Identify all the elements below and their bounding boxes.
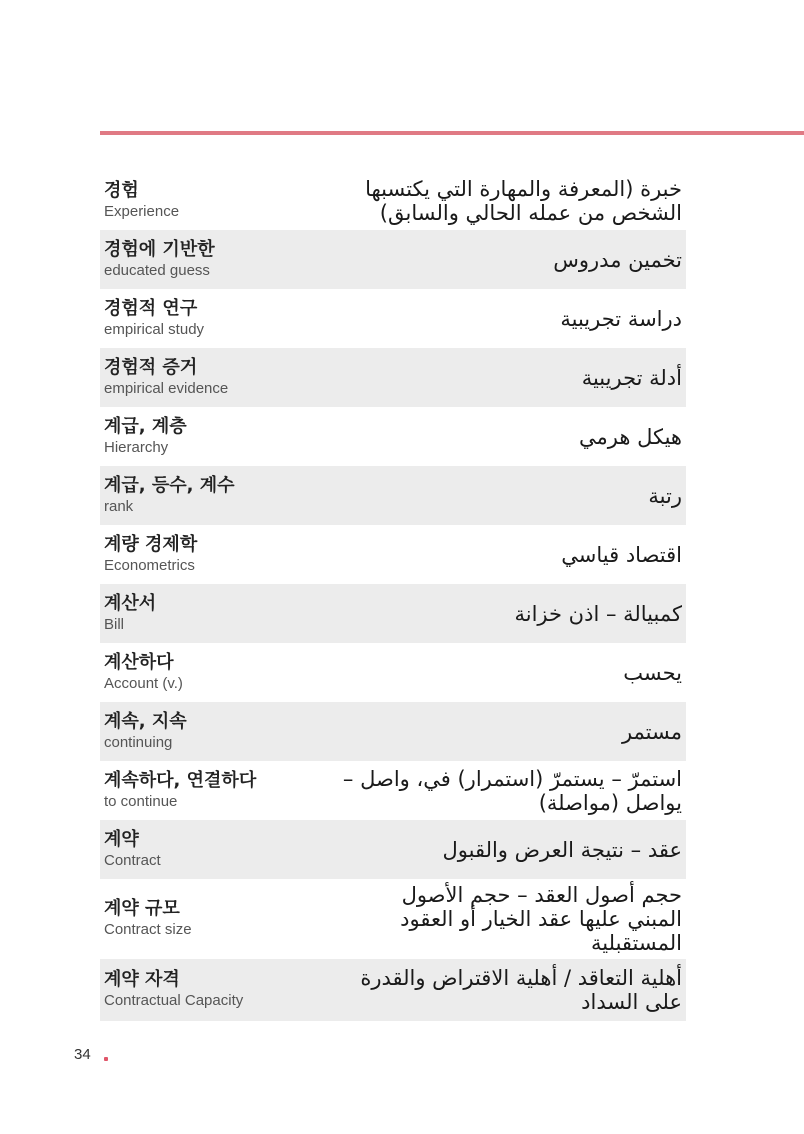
glossary-row <box>100 407 686 466</box>
term-cell <box>104 475 235 517</box>
term-cell <box>104 711 187 753</box>
glossary-row <box>100 959 686 1021</box>
english-term: Experience <box>104 203 180 220</box>
arabic-term: رتبة <box>648 483 682 508</box>
arabic-term: يحسب <box>623 660 682 685</box>
term-cell <box>104 969 243 1011</box>
term-cell <box>104 898 192 940</box>
english-term: Contract <box>104 851 161 869</box>
korean-term: 경험에 기반한 <box>104 238 215 260</box>
english-term: Econometrics <box>104 556 195 574</box>
term-cell <box>104 829 161 871</box>
korean-term: 계급, 계층 <box>104 415 187 437</box>
page-marker-dot <box>104 1057 108 1061</box>
glossary-row <box>100 584 686 643</box>
glossary-row <box>100 348 686 407</box>
korean-term: 계산서 <box>104 592 157 614</box>
arabic-term: تخمين مدروس <box>553 247 682 272</box>
term-cell <box>104 239 215 281</box>
term-cell <box>104 180 179 222</box>
arabic-term: اقتصاد قياسي <box>561 542 682 567</box>
glossary-row <box>100 820 686 879</box>
english-term: Contractual Capacity <box>104 992 244 1009</box>
page-number: 34 <box>74 1046 91 1063</box>
arabic-term: أدلة تجريبية <box>581 365 682 390</box>
glossary-table <box>100 172 686 1021</box>
arabic-term: مستمر <box>621 719 682 744</box>
english-term: empirical evidence <box>104 379 229 397</box>
arabic-term: حجم أصول العقد – حجم الأصول المبني عليها عقد الخيار أو العقود المستقبلية <box>400 883 682 955</box>
korean-term: 계급, 등수, 계수 <box>104 474 235 496</box>
korean-term: 경험적 연구 <box>104 297 198 319</box>
english-term: continuing <box>104 733 173 751</box>
glossary-row <box>100 289 686 348</box>
arabic-term: دراسة تجريبية <box>560 306 682 331</box>
arabic-term: خبرة (المعرفة والمهارة التي يكتسبها الشخص من عمله الحالي والسابق) <box>365 177 682 225</box>
arabic-term: هيكل هرمي <box>578 424 682 449</box>
glossary-row <box>100 761 686 820</box>
glossary-row <box>100 230 686 289</box>
arabic-term: عقد – نتيجة العرض والقبول <box>442 837 682 862</box>
korean-term: 계속하다, 연결하다 <box>104 769 257 791</box>
korean-term: 계약 자격 <box>104 969 180 990</box>
term-cell <box>104 652 183 694</box>
glossary-row <box>100 879 686 959</box>
korean-term: 계속, 지속 <box>104 710 187 732</box>
glossary-row <box>100 702 686 761</box>
english-term: rank <box>104 497 134 515</box>
term-cell <box>104 770 256 812</box>
english-term: to continue <box>104 792 178 810</box>
arabic-term: أهلية التعاقد / أهلية الاقتراض والقدرة على السداد <box>360 966 682 1014</box>
english-term: Hierarchy <box>104 438 169 456</box>
arabic-term: كمبيالة – اذن خزانة <box>514 601 682 626</box>
glossary-row <box>100 643 686 702</box>
top-accent-rule <box>100 131 804 135</box>
term-cell <box>104 534 197 576</box>
korean-term: 계약 <box>104 828 139 850</box>
term-cell <box>104 593 156 635</box>
korean-term: 계약 규모 <box>104 898 180 919</box>
korean-term: 경험적 증거 <box>104 356 198 378</box>
korean-term: 계산하다 <box>104 651 174 673</box>
english-term: empirical study <box>104 320 205 338</box>
english-term: educated guess <box>104 261 210 279</box>
english-term: Account (v.) <box>104 674 183 692</box>
glossary-row <box>100 525 686 584</box>
korean-term: 계량 경제학 <box>104 533 198 555</box>
korean-term: 경험 <box>104 180 139 201</box>
arabic-term: استمرّ – يستمرّ (استمرار) في، واصل – يواصل (مواصلة) <box>342 766 682 815</box>
glossary-row <box>100 172 686 230</box>
english-term: Contract size <box>104 921 192 938</box>
term-cell <box>104 298 204 340</box>
english-term: Bill <box>104 615 125 633</box>
glossary-row <box>100 466 686 525</box>
term-cell <box>104 357 228 399</box>
term-cell <box>104 416 187 458</box>
